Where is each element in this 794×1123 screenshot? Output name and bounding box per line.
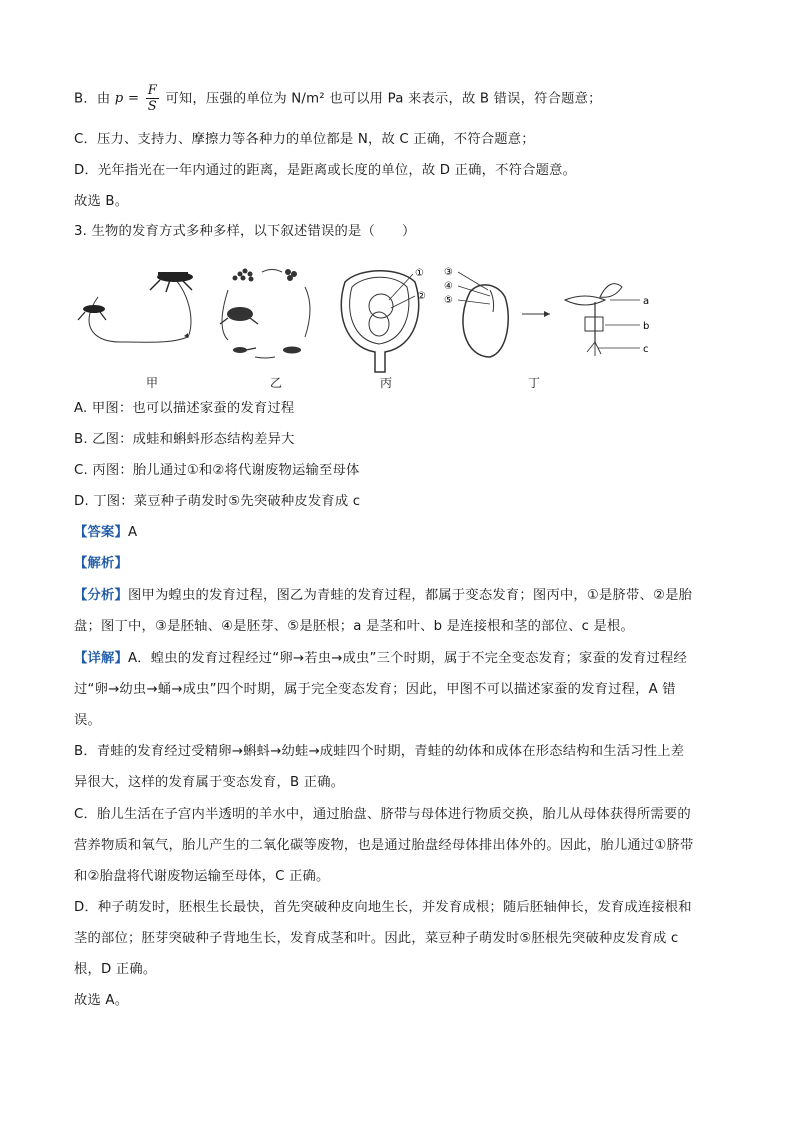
option-b-explanation (74, 83, 734, 114)
formula-fraction (146, 83, 159, 114)
detail-p4-line1: C．胎儿生活在子宫内半透明的羊水中，通过胎盘、脐带与母体进行物质交换，胎儿从母体获得所需要的 (74, 807, 691, 822)
option-c: C. 丙图：胎儿通过①和②将代谢废物运输至母体 (74, 463, 360, 478)
formula-numerator: F (147, 83, 157, 98)
option-d-explanation: D．光年指光在一年内通过的距离，是距离或长度的单位，故 D 正确，不符合题意。 (74, 163, 577, 178)
text-b-prefix: B．由 (74, 91, 111, 107)
choose-b: 故选 B。 (74, 194, 129, 209)
detail-p5-line1: D．种子萌发时，胚根生长最快，首先突破种皮向地生长，并发育成根；随后胚轴伸长，发育成连接根和 (74, 900, 692, 915)
label-bing-1: ① (415, 268, 424, 279)
option-c-explanation: C．压力、支持力、摩擦力等各种力的单位都是 N，故 C 正确，不符合题意； (74, 132, 535, 147)
detail-p2-line2: 过“卵→幼虫→蛹→成虫”四个时期，属于完全变态发育；因此，甲图不可以描述家蚕的发育过程，A 错 (74, 682, 676, 697)
question-3: 3. 生物的发育方式多种多样，以下叙述错误的是（ ） (74, 224, 416, 239)
figure-jia (78, 272, 193, 342)
analysis-heading (74, 554, 734, 574)
answer-tag: 【答案】 (74, 525, 128, 540)
detail-p5-line2: 茎的部位；胚芽突破种子背地生长，发育成茎和叶。因此，菜豆种子萌发时⑤胚根先突破种皮发育成 c (74, 931, 679, 946)
formula-denominator: S (147, 99, 157, 114)
caption-jia: 甲 (146, 376, 159, 390)
figure-svg (70, 262, 650, 392)
label-ding-3: ③ (444, 267, 453, 278)
figure-ding (444, 267, 649, 357)
detail-p2-line1 (74, 649, 734, 669)
development-figure (70, 262, 650, 392)
xiangjie-tag: 【详解】 (74, 651, 128, 666)
seedling (565, 284, 649, 356)
option-b: B. 乙图：成蛙和蝌蚪形态结构差异大 (74, 432, 295, 447)
detail-p2-text1: A．蝗虫的发育过程经过“卵→若虫→成虫”三个时期，属于不完全变态发育；家蚕的发育过程经 (128, 651, 688, 666)
detail-p3-line1: B．青蛙的发育经过受精卵→蝌蚪→幼蛙→成蛙四个时期，青蛙的幼体和成体在形态结构和生活习性上差 (74, 744, 685, 759)
analysis-tag: 【解析】 (74, 556, 128, 571)
option-d: D. 丁图：菜豆种子萌发时⑤先突破种皮发育成 c (74, 494, 361, 509)
caption-ding: 丁 (528, 376, 541, 390)
pressure-formula (115, 83, 161, 114)
formula-p: p (114, 91, 124, 106)
detail-p5-line3: 根，D 正确。 (74, 962, 157, 977)
detail-p4-line2: 营养物质和氧气，胎儿产生的二氧化碳等废物，也是通过胎盘经母体排出体外的。因此，胎儿通过①脐带 (74, 838, 694, 853)
label-ding-a: a (643, 296, 650, 307)
caption-bing: 丙 (380, 376, 393, 390)
detail-p2-line3: 误。 (74, 713, 101, 728)
analysis-p1-text1: 图甲为蝗虫的发育过程，图乙为青蛙的发育过程，都属于变态发育；图丙中，①是脐带、②是胎 (128, 588, 693, 603)
answer-value: A (128, 525, 138, 540)
fenxi-tag: 【分析】 (74, 588, 128, 603)
answer-line (74, 523, 734, 543)
choose-a: 故选 A。 (74, 993, 129, 1008)
label-ding-b: b (643, 321, 650, 332)
formula-eq: = (123, 91, 144, 106)
label-ding-4: ④ (444, 281, 453, 292)
detail-p4-line3: 和②胎盘将代谢废物运输至母体，C 正确。 (74, 869, 330, 884)
text-b-suffix: 可知，压强的单位为 N/m² 也可以用 Pa 来表示，故 B 错误，符合题意； (165, 91, 602, 107)
label-ding-5: ⑤ (444, 295, 453, 306)
caption-yi: 乙 (270, 376, 283, 390)
option-a: A. 甲图：也可以描述家蚕的发育过程 (74, 401, 295, 416)
figure-bing (341, 268, 426, 372)
label-ding-c: c (643, 344, 649, 355)
detail-p3-line2: 异很大，这样的发育属于变态发育，B 正确。 (74, 775, 345, 790)
figure-yi (220, 269, 310, 359)
analysis-p1-line2: 盘；图丁中，③是胚轴、④是胚芽、⑤是胚根；a 是茎和叶、b 是连接根和茎的部位、c 是根。 (74, 619, 635, 634)
analysis-p1-line1 (74, 586, 734, 606)
label-bing-2: ② (417, 291, 426, 302)
